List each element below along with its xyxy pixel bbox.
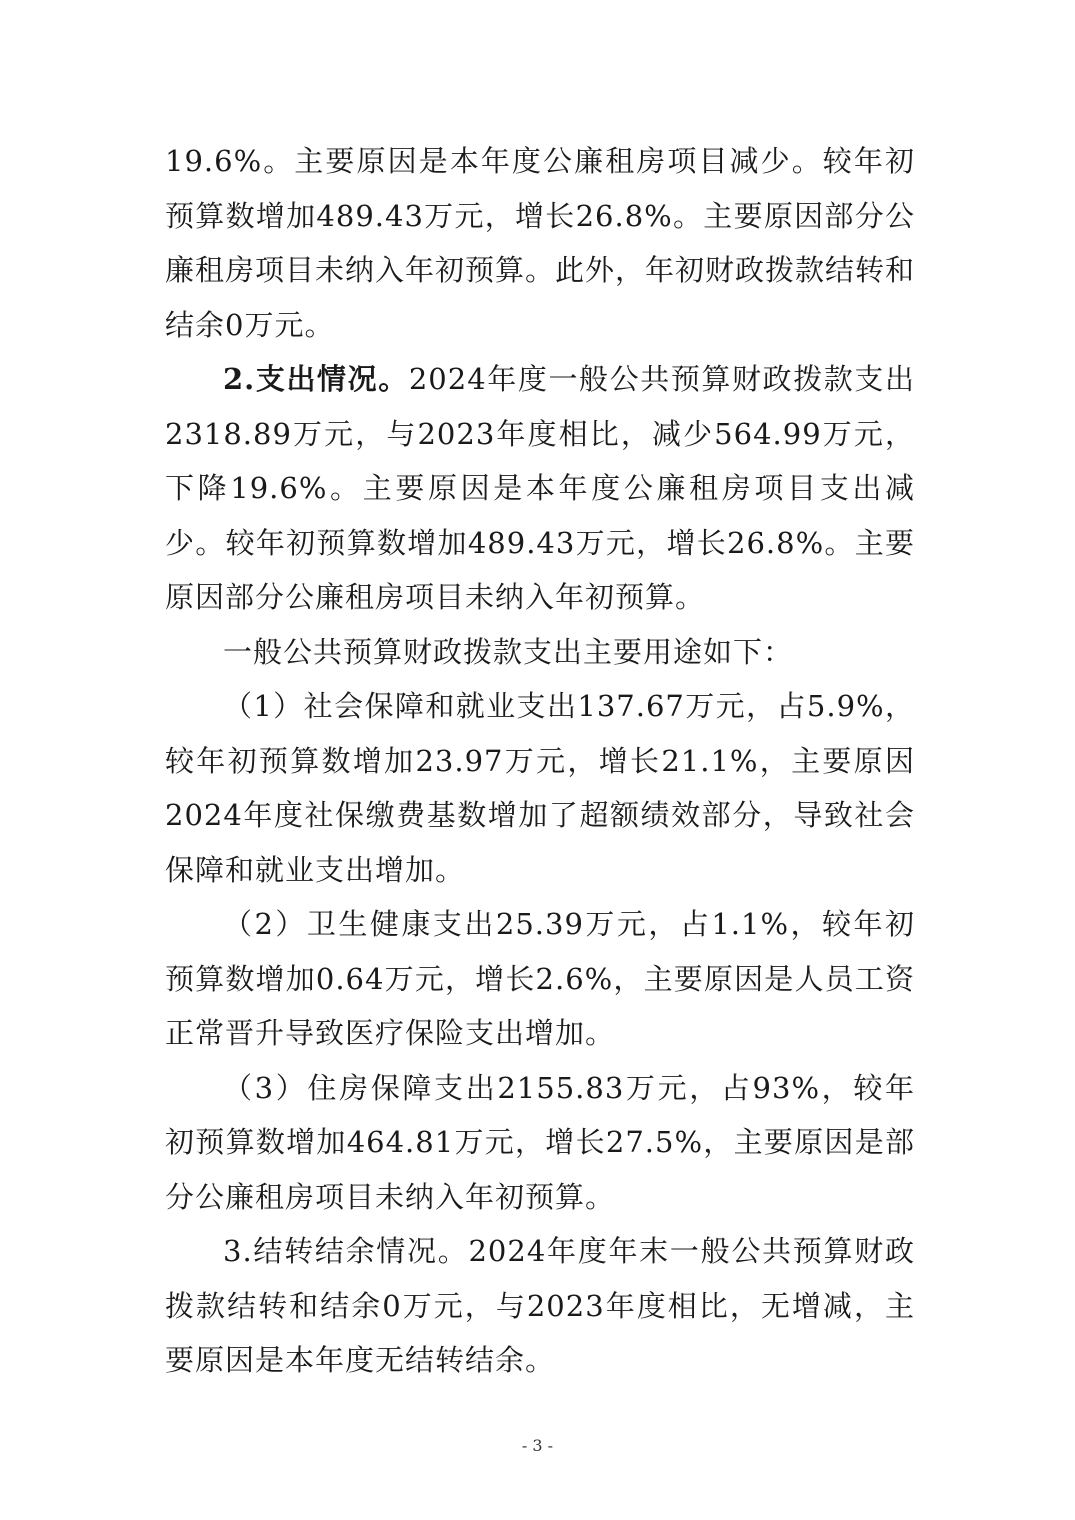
page-number: - 3 -: [521, 1436, 554, 1455]
paragraph-housing: （3）住房保障支出2155.83万元，占93%，较年初预算数增加464.81万元，增长27.5%，主要原因是部分公廉租房项目未纳入年初预算。: [165, 1070, 915, 1214]
paragraph-continuation: 19.6%。主要原因是本年度公廉租房项目减少。较年初预算数增加489.43万元，增长26.8%。主要原因部分公廉租房项目未纳入年初预算。此外，年初财政拨款结转和结余0万元。: [165, 144, 916, 342]
paragraph-carryover: 3.结转结余情况。2024年度年末一般公共预算财政拨款结转和结余0万元，与2023年度相比，无增减，主要原因是本年度无结转结余。: [165, 1234, 915, 1377]
paragraph-expenditure-body: 2024年度一般公共预算财政拨款支出2318.89万元，与2023年度相比，减少564.99万元，下降19.6%。主要原因是本年度公廉租房项目支出减少。较年初预算数增加489.43万元，增长26.8%。主要原因部分公廉租房项目未纳入年初预算。: [165, 362, 915, 614]
section-heading-expenditure: 2.支出情况。: [223, 362, 409, 396]
paragraph-usage-intro: 一般公共预算财政拨款支出主要用途如下：: [223, 634, 794, 669]
paragraph-social-security: （1）社会保障和就业支出137.67万元，占5.9%，较年初预算数增加23.97万元，增长21.1%，主要原因2024年度社保缴费基数增加了超额绩效部分，导致社会保障和就业支出增加。: [165, 689, 915, 887]
paragraph-expenditure: [165, 352, 915, 625]
body-text: [165, 134, 915, 1388]
paragraph-health: （2）卫生健康支出25.39万元，占1.1%，较年初预算数增加0.64万元，增长2.6%，主要原因是人员工资正常晋升导致医疗保险支出增加。: [165, 907, 915, 1050]
